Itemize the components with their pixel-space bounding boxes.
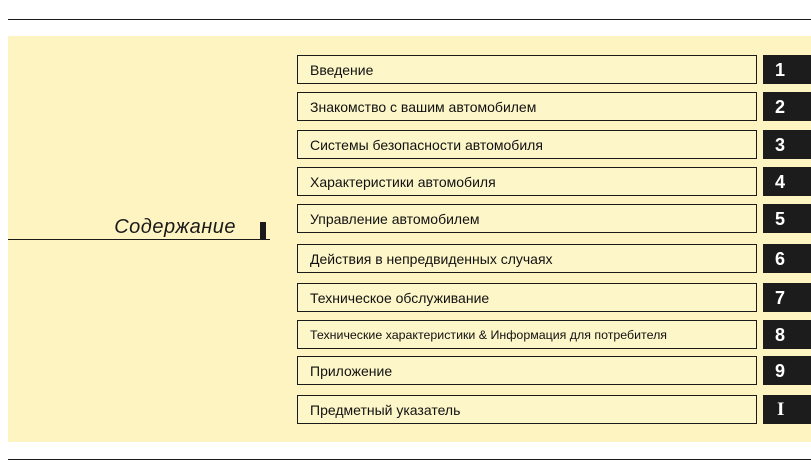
chapter-tab[interactable] [763, 320, 811, 349]
chapter-number: 8 [775, 325, 786, 345]
toc-item-safety-systems[interactable] [297, 130, 811, 159]
chapter-number: 2 [775, 97, 786, 117]
top-rule [8, 19, 811, 20]
toc-item-box[interactable] [297, 283, 757, 312]
chapter-tab[interactable] [763, 283, 811, 312]
toc-item-introduction[interactable] [297, 55, 811, 84]
toc-item-box[interactable] [297, 55, 757, 84]
toc-item-label: Действия в непредвиденных случаях [310, 251, 553, 267]
toc-item-box[interactable] [297, 320, 757, 349]
chapter-number: 4 [775, 172, 786, 192]
chapter-number: 9 [775, 361, 786, 381]
contents-heading [8, 212, 270, 240]
title-marker [260, 222, 266, 240]
toc-item-label: Приложение [310, 363, 393, 379]
toc-item-specifications[interactable] [297, 320, 811, 349]
toc-item-vehicle-features[interactable] [297, 167, 811, 196]
toc-item-label: Знакомство с вашим автомобилем [310, 99, 537, 115]
chapter-number: 6 [775, 249, 786, 269]
toc-item-label: Системы безопасности автомобиля [310, 137, 543, 153]
toc-item-box[interactable] [297, 356, 757, 385]
chapter-number: I [777, 399, 785, 420]
chapter-tab[interactable] [763, 395, 811, 424]
toc-item-box[interactable] [297, 395, 757, 424]
chapter-tab[interactable] [763, 356, 811, 385]
toc-item-maintenance[interactable] [297, 283, 811, 312]
toc-item-appendix[interactable] [297, 356, 811, 385]
chapter-tab[interactable] [763, 92, 811, 121]
title-underline [8, 239, 270, 240]
toc-item-box[interactable] [297, 244, 757, 273]
chapter-number: 7 [775, 288, 786, 308]
toc-item-index[interactable] [297, 395, 811, 424]
toc-item-label: Предметный указатель [310, 402, 461, 418]
page-title: Содержание [114, 216, 236, 238]
chapter-number: 1 [775, 60, 786, 80]
chapter-tab[interactable] [763, 204, 811, 233]
toc-item-emergency[interactable] [297, 244, 811, 273]
chapter-tab[interactable] [763, 167, 811, 196]
toc-item-driving[interactable] [297, 204, 811, 233]
toc-item-box[interactable] [297, 167, 757, 196]
toc-item-getting-to-know-vehicle[interactable] [297, 92, 811, 121]
toc-item-label: Технические характеристики & Информация для потребителя [310, 328, 668, 342]
toc-item-box[interactable] [297, 92, 757, 121]
bottom-rule [8, 459, 811, 460]
chapter-tab[interactable] [763, 55, 811, 84]
chapter-number: 5 [775, 209, 786, 229]
toc-item-box[interactable] [297, 130, 757, 159]
toc-item-label: Характеристики автомобиля [310, 174, 496, 190]
chapter-number: 3 [775, 135, 786, 155]
toc-item-box[interactable] [297, 204, 757, 233]
toc-item-label: Техническое обслуживание [310, 290, 490, 306]
toc-item-label: Управление автомобилем [310, 211, 480, 227]
chapter-tab[interactable] [763, 244, 811, 273]
chapter-tab[interactable] [763, 130, 811, 159]
toc-item-label: Введение [310, 62, 374, 78]
